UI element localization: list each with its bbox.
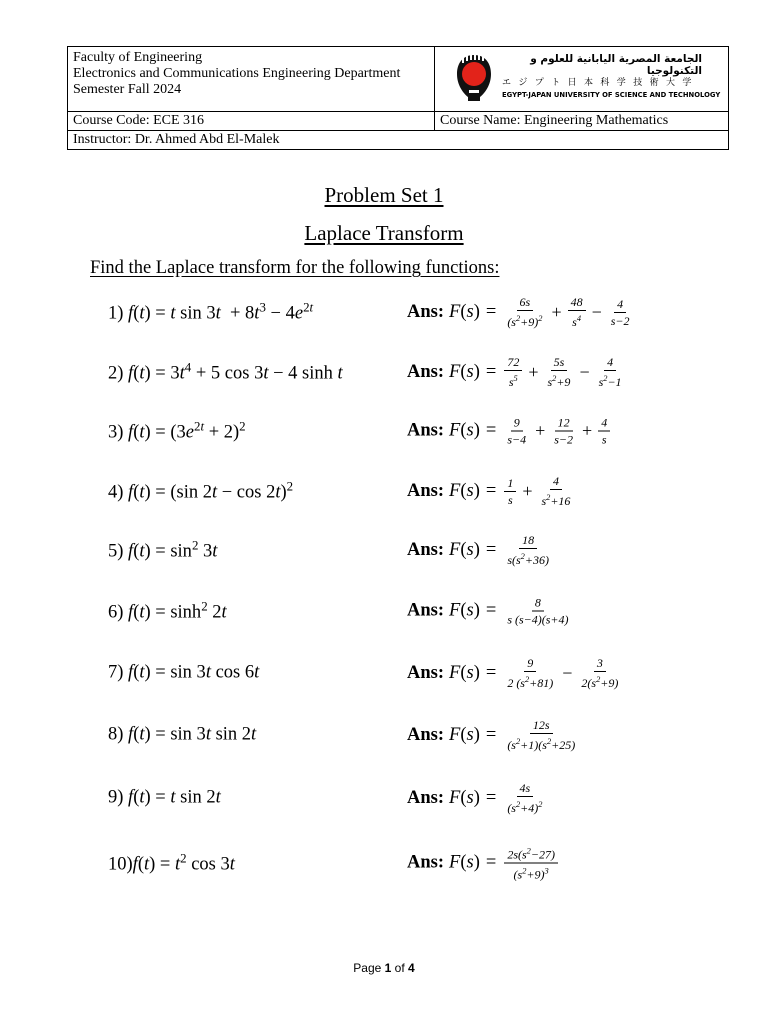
answer-label: Ans: [407,539,445,560]
department-cell [68,47,435,112]
answer-label: Ans: [407,662,445,683]
problem-row-5 [0,525,768,575]
course-header-table [67,46,729,150]
answer-label: Ans: [407,600,445,621]
problem-row-6 [0,586,768,636]
problem-function: 6) $f(t) = \sinh^2 2t$ [108,598,227,623]
problem-function: $10)f(t) = t^2$ cos 3t [108,850,235,875]
department-text: Electronics and Communications Engineering Department [73,66,401,81]
answer-label: Ans: [407,301,445,322]
problem-row-2 [0,347,768,397]
footer-of: of [394,961,405,975]
problem-answer: Ans: F ( s ) = $\frac{2s(s^2-27)}{(s^2+9)^3}$ [407,845,560,882]
logo-red-circle [462,62,486,86]
problem-function: 4) f(t) = (sin 2t − cos 2t)$^2$ [108,478,294,503]
answer-label: Ans: [407,480,445,501]
problem-answer: Ans: F ( s ) = $\frac{6s}{(s^2+9)^2}$ + $\frac{48}{s^4}$ − $\frac{4}{s-2}$ [407,295,630,329]
problem-function: 3) $f(t) = (3e^{2t} + 2)^2$ [108,418,246,443]
faculty-text: Faculty of Engineering [73,50,203,65]
instruction-text: Find the Laplace transform for the following functions: [90,258,500,278]
answer-label: Ans: [407,420,445,441]
problem-answer: Ans: F ( s ) = $\frac{9}{s-4}$ + $\frac{12}{s-2}$ + $\frac{4}{s}$ [407,416,612,447]
problem-function: 8) f(t) = sin 3t sin 2t [108,724,257,745]
university-logo [440,48,723,106]
footer-current-page: 1 [384,961,392,975]
course-code-cell: Course Code: ECE 316 [68,112,435,131]
topic-title: Laplace Transform [304,221,464,245]
instructor-cell: Instructor: Dr. Ahmed Abd El-Malek [68,131,729,150]
semester-text: Semester Fall 2024 [73,82,182,97]
problem-row-9 [0,773,768,823]
university-logo-cell [435,47,729,112]
problem-answer: Ans: F ( s ) = $\frac{4s}{(s^2+4)^2}$ [407,781,543,815]
answer-label: Ans: [407,787,445,808]
problem-answer: Ans: F ( s ) = $\frac{9}{2 (s^2+81)}$ − $\frac{3}{2(s^2+9)}$ [407,656,619,690]
problem-answer: Ans: F ( s ) = $\frac{1}{s}$ + $\frac{4}{s^2+16}$ [407,474,571,508]
problem-set-title: Problem Set 1 [324,183,444,207]
problem-answer: Ans: F ( s ) = $\frac{8}{s (s-4)(s+4)}$ [407,595,569,627]
problem-answer: Ans: F ( s ) = $\frac{12s}{(s^2+1)(s^2+25)}$ [407,718,576,752]
problem-row-4 [0,466,768,516]
problem-function: 2) $f(t) = 3t^4 + 5$ cos 3t − 4 sinh t [108,359,343,384]
problem-function: 9) f(t) = t sin 2t [108,787,221,808]
problem-row-3 [0,406,768,456]
university-emblem-icon [454,52,494,102]
problem-row-1 [0,287,768,337]
problem-answer: Ans: F ( s ) = $\frac{72}{s^5}$ + $\frac{5s}{s^2+9}$ − $\frac{4}{s^2-1}$ [407,355,622,389]
problem-function: 1) f(t) = t $\sin 3t + 8t^3 - 4e^{2t}$ [108,299,314,324]
problem-row-8 [0,710,768,760]
problem-answer: Ans: F ( s ) = $\frac{18}{s(s^2+36)}$ [407,533,549,567]
footer-total-pages: 4 [408,961,415,975]
problem-row-10 [0,838,768,888]
logo-english-name: EGYPT-JAPAN UNIVERSITY OF SCIENCE AND TECHNOLOGY [502,91,721,99]
answer-label: Ans: [407,852,445,873]
answer-label: Ans: [407,724,445,745]
problem-function: 7) f(t) = sin 3t cos 6t [108,662,260,683]
logo-arabic-name: الجامعة المصرية اليابانية للعلوم و التكنولوجيا [530,53,702,77]
answer-label: Ans: [407,361,445,382]
course-name-cell: Course Name: Engineering Mathematics [435,112,729,131]
problem-function: 5) $f(t) = \sin^2 3t$ [108,537,218,562]
logo-japanese-name: エジプト日本科学技術大学 [502,78,699,88]
footer-page-prefix: Page [353,961,382,975]
page-footer [0,961,768,975]
problem-row-7 [0,648,768,698]
